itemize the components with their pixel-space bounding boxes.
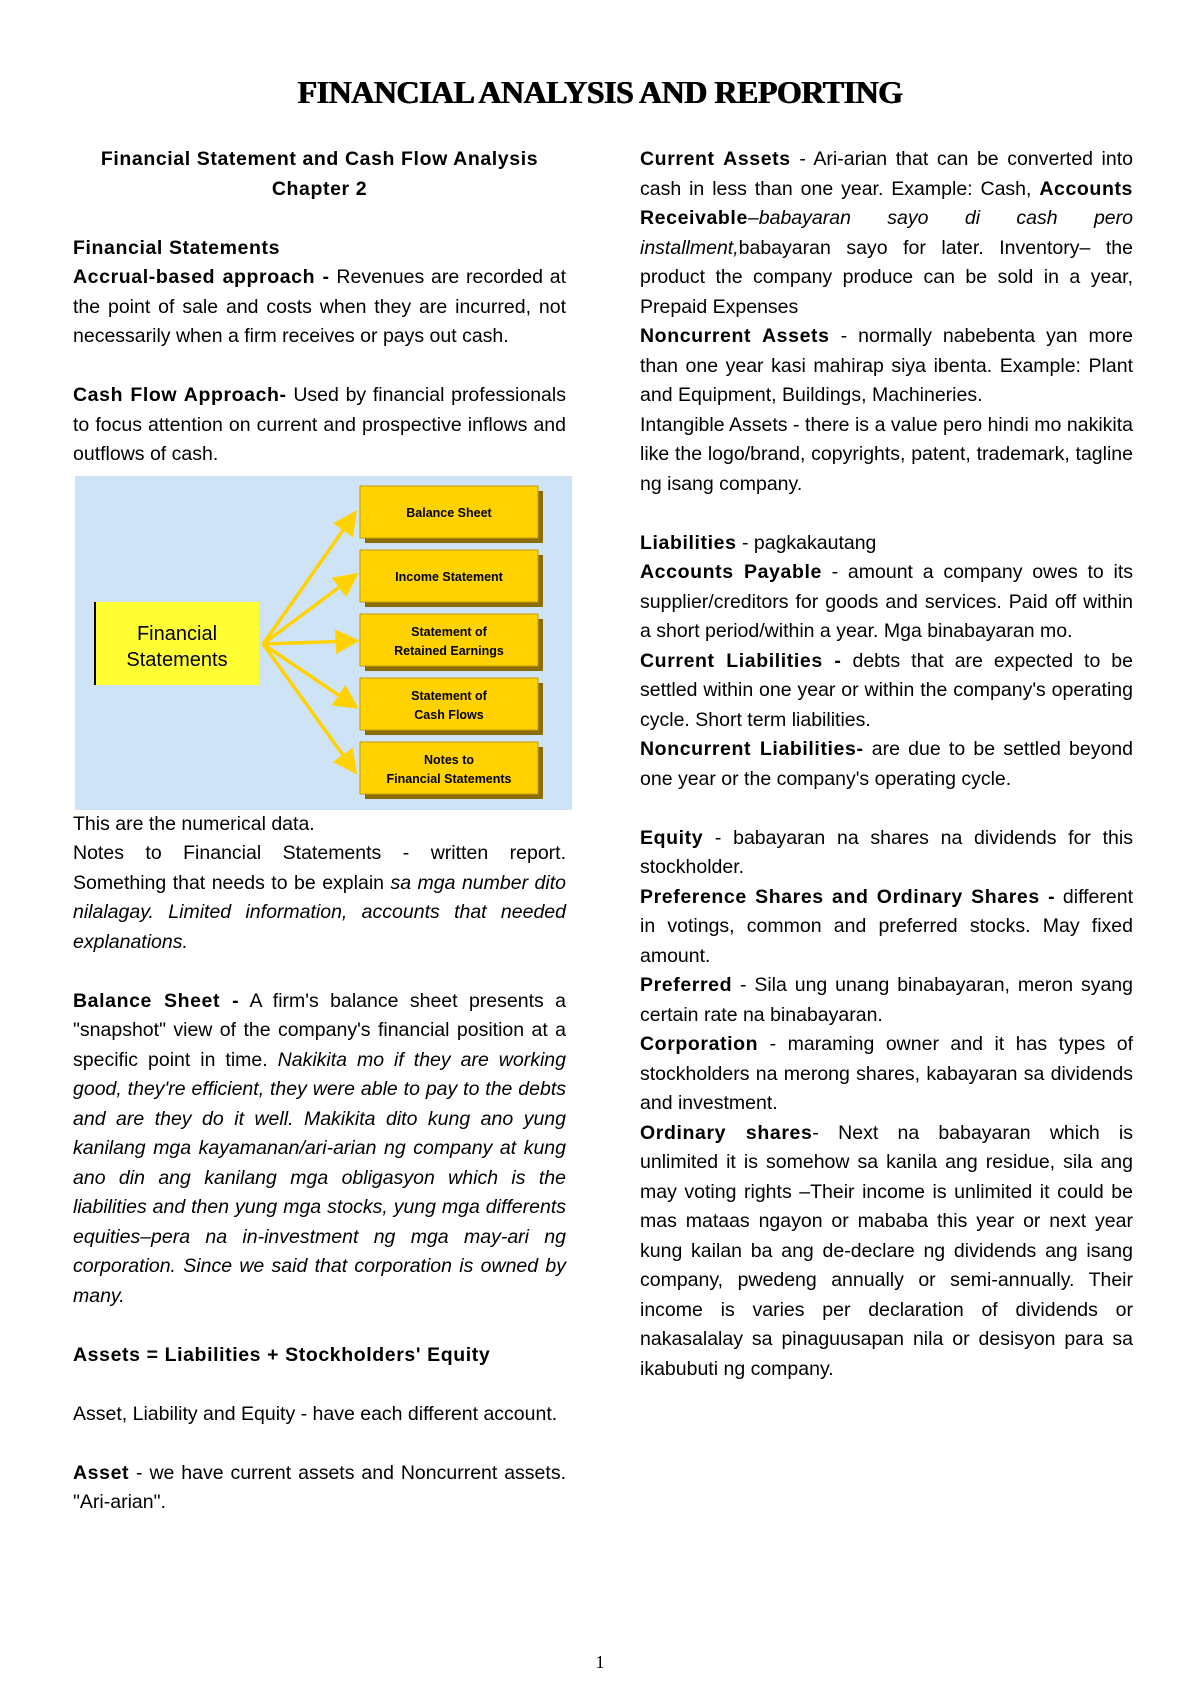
box-cash-flows-line2: Cash Flows [414, 707, 484, 722]
equity-label: Equity [640, 826, 704, 849]
noncurrent-liabilities-paragraph [640, 735, 1133, 794]
ordinary-shares-text: - Next na babayaran which is unlimited it is somehow sa kanila ang residue, sila ang may voting rights –Their income is unlimited it could be mas mataas ngayon or mababa this year or next year kung kailan ba ang de-declare ng dividends ang isang company, pwedeng annually or semi-annually. Their income is varies per declaration of dividends or nakasalalay sa pinaguusapan nila or desisyon para sa ikabubuti ng company. [640, 1121, 1133, 1380]
corporation-label: Corporation [640, 1033, 759, 1055]
noncurrent-assets-label: Noncurrent Assets [640, 325, 830, 347]
ordinary-shares-paragraph [640, 1119, 1133, 1385]
chapter-heading: Chapter 2 [271, 177, 368, 200]
box-notes-line1: Notes to [424, 752, 474, 767]
balance-sheet-italic: Nakikita mo if they are working good, they're efficient, they were able to pay to the debts and are they do it well. Makikita dito kung ano yung kanilang mga kayamanan/ari-arian ng company at kung ano din ang kanilang mga obligasyon which is the liabilities and then yung mga stocks, yung mga differents equities–pera na in-investment ng mga may-ari ng corporation. Since we said that corporation is owned by many. [73, 1048, 566, 1307]
box-retained-earnings-line1: Statement of [411, 624, 487, 639]
right-column [640, 145, 1133, 1384]
equity-paragraph [640, 824, 1133, 883]
intangible-assets-paragraph: Intangible Assets - there is a value pero hindi mo nakikita like the logo/brand, copyrights, patent, trademark, tagline ng isang company. [640, 413, 1133, 495]
box-income-statement [360, 550, 543, 607]
current-liabilities-label: Current Liabilities - [640, 649, 842, 672]
asset-label: Asset [73, 1461, 130, 1484]
current-liabilities-paragraph [640, 647, 1133, 736]
notes-italic: sa mga number dito nilalagay. Limited information, accounts that needed explanations. [73, 871, 566, 953]
ar-dash: – [747, 207, 759, 229]
main-box [95, 602, 259, 685]
preferred-text: - Sila ung unang binabayaran, meron syang certain rate na binabayaran. [640, 974, 1133, 1026]
accounts-receivable-label: Accounts Receivable [640, 177, 1133, 229]
noncurrent-assets-paragraph [640, 322, 1133, 411]
asset-paragraph [73, 1459, 566, 1518]
corporation-text: - maraming owner and it has types of stockholders na merong shares, kabayaran sa dividends and investment. [640, 1033, 1133, 1114]
accrual-text: Revenues are recorded at the point of sale and costs when they are incurred, not necessarily when a firm receives or pays out cash. [73, 266, 566, 347]
box-retained-earnings [360, 614, 543, 671]
notes-paragraph [73, 839, 566, 957]
box-cash-flows-line1: Statement of [411, 688, 487, 703]
current-assets-paragraph [640, 145, 1133, 322]
box-income-statement-label: Income Statement [395, 569, 503, 584]
box-cash-flows [360, 678, 543, 735]
left-column [73, 145, 566, 1518]
ale-paragraph: Asset, Liability and Equity - have each different account. [73, 1402, 558, 1425]
current-liabilities-text: debts that are expected to be settled within one year or within the company's operating cycle. Short term liabilities. [640, 649, 1133, 731]
balance-sheet-paragraph [73, 987, 566, 1312]
box-notes [360, 742, 543, 799]
balance-sheet-label: Balance Sheet - [73, 989, 240, 1012]
accounts-receivable-italic: babayaran sayo di cash pero installment, [640, 207, 1133, 259]
liabilities-paragraph [640, 529, 1133, 559]
pref-ord-paragraph [640, 883, 1133, 972]
section-heading: Financial Statement and Cash Flow Analysis [100, 148, 539, 170]
accrual-label: Accrual-based approach - [73, 266, 330, 288]
current-assets-text: - Ari-arian that can be converted into cash in less than one year. Example: Cash, [640, 148, 1133, 200]
box-retained-earnings-line2: Retained Earnings [394, 643, 504, 658]
page-number: 1 [595, 1652, 605, 1672]
accounts-receivable-text: babayaran sayo for later. Inventory– the product the company produce can be sold in a year, Prepaid Expenses [640, 236, 1133, 318]
asset-text: - we have current assets and Noncurrent assets. "Ari-arian". [73, 1461, 566, 1513]
cashflow-paragraph [73, 381, 566, 470]
equity-text: - babayaran na shares na dividends for this stockholder. [640, 826, 1133, 878]
page-title: FINANCIAL ANALYSIS AND REPORTING [297, 74, 903, 110]
accrual-paragraph [73, 263, 566, 352]
noncurrent-assets-text: - normally nabebenta yan more than one year kasi mahirap siya ibenta. Example: Plant and Equipment, Buildings, Machineries. [640, 325, 1133, 406]
pref-ord-label: Preference Shares and Ordinary Shares - [640, 885, 1056, 908]
financial-statements-heading: Financial Statements [73, 236, 281, 259]
box-balance-sheet-label: Balance Sheet [406, 505, 492, 520]
financial-statements-diagram [75, 476, 572, 810]
pref-ord-text: different in votings, common and preferred stocks. May fixed amount. [640, 885, 1134, 967]
accounts-payable-paragraph [640, 558, 1133, 647]
accounts-payable-text: - amount a company owes to its supplier/creditors for goods and services. Paid off within a short period/within a year. Mga binabayaran mo. [640, 561, 1133, 642]
liabilities-text: - pagkakautang [736, 531, 877, 554]
main-box-line1: Financial [136, 622, 218, 645]
corporation-paragraph [640, 1030, 1133, 1119]
main-box-line2: Statements [126, 648, 228, 671]
cashflow-label: Cash Flow Approach- [73, 384, 287, 406]
ordinary-shares-label: Ordinary shares [640, 1121, 813, 1144]
box-balance-sheet [360, 486, 543, 543]
notes-text: Notes to Financial Statements - written report. Something that needs to be explain [73, 842, 566, 894]
numerical-data-text: This are the numerical data. [73, 812, 315, 835]
accounts-payable-label: Accounts Payable [640, 561, 822, 583]
accounting-equation: Assets = Liabilities + Stockholders' Equity [73, 1343, 491, 1366]
preferred-label: Preferred [640, 974, 733, 996]
box-notes-line2: Financial Statements [386, 771, 512, 786]
noncurrent-liabilities-text: are due to be settled beyond one year or the company's operating cycle. [640, 738, 1133, 790]
balance-sheet-text: A firm's balance sheet presents a "snapshot" view of the company's financial position at a specific point in time. [73, 989, 566, 1071]
noncurrent-liabilities-label: Noncurrent Liabilities- [640, 738, 864, 760]
current-assets-label: Current Assets [640, 148, 791, 170]
liabilities-label: Liabilities [640, 531, 737, 554]
cashflow-text: Used by financial professionals to focus attention on current and prospective inflows and outflows of cash. [73, 384, 566, 465]
preferred-paragraph [640, 971, 1133, 1030]
